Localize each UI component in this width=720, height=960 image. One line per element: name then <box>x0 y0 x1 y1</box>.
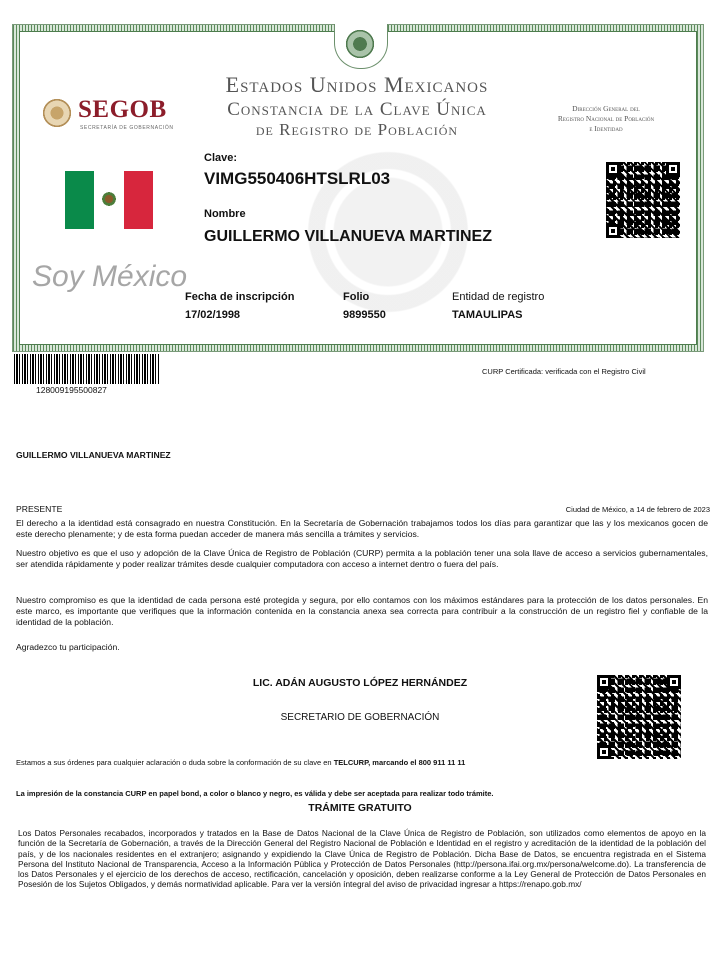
qr-code-icon <box>597 675 681 759</box>
contact-line <box>16 758 465 767</box>
title-line-3: de Registro de Población <box>255 120 459 139</box>
entidad-label: Entidad de registro <box>452 291 545 303</box>
entidad-value: TAMAULIPAS <box>452 309 523 321</box>
agency-line-3: e Identidad <box>589 124 623 133</box>
letter-date: Ciudad de México, a 14 de febrero de 2023 <box>565 505 710 514</box>
barcode-icon <box>14 354 159 384</box>
signer-title: SECRETARIO DE GOBERNACIÓN <box>280 712 440 723</box>
paragraph-3: Nuestro compromiso es que la identidad de cada persona esté protegida y segura, por ello contamos con los máximos estándares para la protección de los datos personales. En este marco, es importante que verifiques que la información contenida en la constancia anexa sea correcta para contribuir a la construcción de un registro fiel y confiable de la identidad de la población. <box>16 595 708 627</box>
certified-note: CURP Certificada: verificada con el Registro Civil <box>482 367 646 376</box>
nombre-value: GUILLERMO VILLANUEVA MARTINEZ <box>204 228 492 245</box>
print-note: La impresión de la constancia CURP en papel bond, a color o blanco y negro, es válida y debe ser aceptada para realizar todo trámite. <box>16 789 494 798</box>
title-line-2: Constancia de la Clave Única <box>227 99 487 120</box>
segob-logo: SEGOB <box>78 96 167 123</box>
privacy-notice: Los Datos Personales recabados, incorporados y tratados en la Base de Datos Nacional de la Clave Única de Registro de Población, son utilizados como elementos de apoyo en la función de la Secretaría de Gobernación, a través de la Dirección General del Registro Nacional de Población e Identidad en el registro y acreditación de la identidad de la población del país, y de los nacionales residentes en el extranjero; asignando y expidiendo la Clave Única de Registro de Población. Dicha Base de Datos, se encuentra registrada en el Sistema Persona del Instituto Nacional de Transparencia, Acceso a la Información Pública y Protección de Datos Personales (http://persona.ifai.org.mx/persona/welcome.do). La transferencia de los Datos Personales y el ejercicio de los derechos de acceso, rectificación, cancelación y oposición, deben realizarse conforme a la Ley General de Protección de Datos Personales en Posesión de los Sujetos Obligados, y demás normatividad aplicable. Para ver la versión íntegral del aviso de privacidad ingresar a https://renapo.gob.mx/ <box>18 828 706 890</box>
barcode-number: 128009195500827 <box>36 385 107 395</box>
clave-value: VIMG550406HTSLRL03 <box>204 169 391 188</box>
signer-name: LIC. ADÁN AUGUSTO LÓPEZ HERNÁNDEZ <box>252 677 468 689</box>
paragraph-1: El derecho a la identidad está consagrado en nuestra Constitución. En la Secretaría de Gobernación trabajamos todos los días para garantizar que las y los mexicanos gocen de este derecho plenamente; y de esta forma puedan acceder de manera más sencilla a trámites y servicios. <box>16 518 708 539</box>
paragraph-2: Nuestro objetivo es que el uso y adopción de la Clave Única de Registro de Población (CURP) permita a la población tener una sola llave de acceso a servicios gubernamentales, ser atendida rápidamente y poder realizar trámites desde cualquier computadora con acceso a internet dentro o fuera del país. <box>16 548 708 569</box>
segob-subtitle: SECRETARÍA DE GOBERNACIÓN <box>80 125 174 131</box>
thanks: Agradezco tu participación. <box>16 642 120 652</box>
segob-emblem-icon <box>42 98 72 128</box>
agency-line-2: Registro Nacional de Población <box>557 114 655 123</box>
fecha-label: Fecha de inscripción <box>185 291 295 303</box>
qr-code-icon <box>606 162 680 238</box>
nombre-label: Nombre <box>204 208 246 220</box>
agency-line-1: Dirección General del <box>572 104 640 113</box>
mexico-flag-icon <box>65 171 153 229</box>
folio-label: Folio <box>343 291 370 303</box>
folio-value: 9899550 <box>343 309 386 321</box>
recipient-name: GUILLERMO VILLANUEVA MARTINEZ <box>16 450 171 460</box>
presente: PRESENTE <box>16 504 63 514</box>
slogan: Soy México <box>32 260 188 293</box>
free-procedure: TRÁMITE GRATUITO <box>308 802 412 814</box>
clave-label: Clave: <box>204 152 238 164</box>
contact-prefix: Estamos a sus órdenes para cualquier aclaración o duda sobre la conformación de su clave en <box>16 758 334 767</box>
fecha-value: 17/02/1998 <box>185 309 241 321</box>
curp-certificate <box>12 24 704 352</box>
contact-phone: TELCURP, marcando el 800 911 11 11 <box>333 758 466 767</box>
title-line-1: Estados Unidos Mexicanos <box>225 72 489 97</box>
